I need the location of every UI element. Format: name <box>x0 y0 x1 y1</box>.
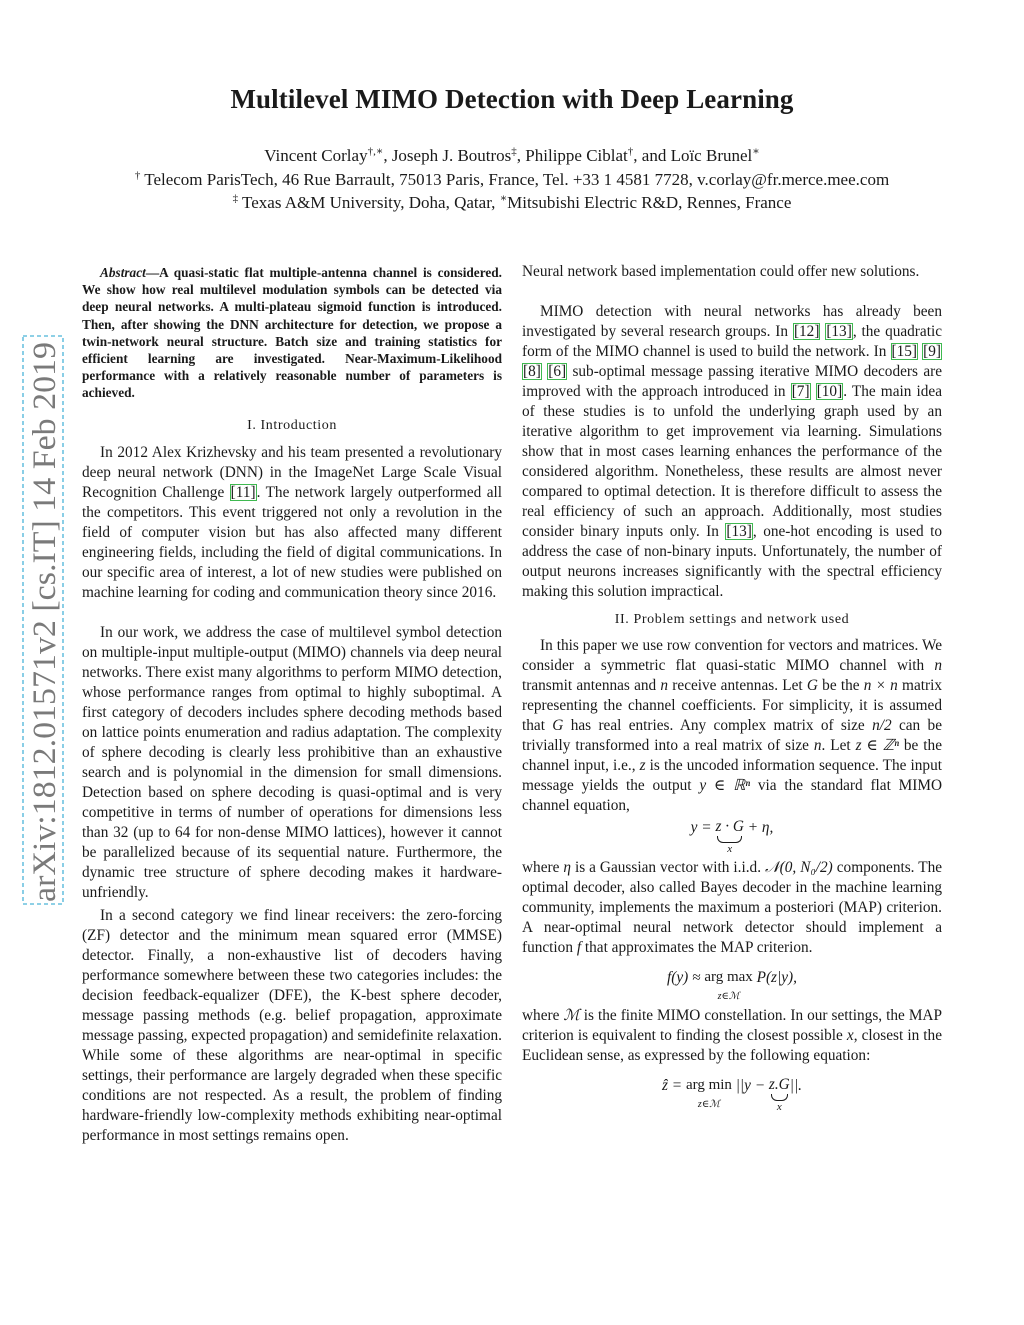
math: η <box>563 859 571 876</box>
equation-map <box>522 968 942 1006</box>
text: is a Gaussian vector with i.i.d. <box>570 859 766 876</box>
operator-text: arg max <box>704 969 753 985</box>
section-heading-problem-settings: II. Problem settings and network used <box>614 612 850 627</box>
arxiv-side-stamp <box>2 330 68 910</box>
math: G <box>806 677 818 694</box>
math: ℳ <box>563 1007 580 1024</box>
author-line <box>0 146 1024 166</box>
affiliation-line-1 <box>0 170 1024 190</box>
text: has real entries. Any complex matrix of size <box>563 717 873 734</box>
text: In this paper we use row convention for vectors and matrices. We consider a symmetric flat quasi-static MIMO channel with <box>522 637 942 674</box>
equation-text: z.G <box>768 1076 790 1093</box>
paragraph <box>522 1006 942 1066</box>
abstract <box>82 264 502 402</box>
citation-link[interactable]: [13] <box>726 523 752 540</box>
paragraph: Neural network based implementation could offer new solutions. <box>522 263 920 280</box>
operator-subscript: z∈ℳ <box>717 991 740 1002</box>
affil-mark: ‡ <box>232 192 239 205</box>
math: 𝒩(0, N₀/2) <box>765 859 833 876</box>
text: components. The optimal decoder, also called Bayes decoder in the machine learning community, implements the maximum a posteriori (MAP) criterion. A near-optimal neural network detector should implement a function <box>522 859 943 956</box>
citation-link[interactable]: [6] <box>548 363 567 380</box>
equation-text: ẑ = <box>662 1077 686 1094</box>
citation-link[interactable]: [13] <box>826 323 852 340</box>
text: transmit antennas and <box>522 677 661 694</box>
arxiv-stamp-text: arXiv:1812.01571v2 [cs.IT] 14 Feb 2019 <box>27 357 63 902</box>
author-name: Vincent Corlay <box>264 146 368 165</box>
text: where <box>522 1007 564 1024</box>
section-heading-introduction: I. Introduction <box>247 417 337 433</box>
paragraph: In our work, we address the case of multilevel symbol detection on multiple-input multiple-output (MIMO) channels via deep neural networks. There exist many algorithms to perform MIMO detection, whose performance ranges from optimal to highly suboptimal. A first category of decoders includes sphere decoding methods based on lattice points enumeration and radius adaptation. The complexity of sphere decoding is clearly less prohibitive than an exhaustive search and is polynomial in the dimension for small dimensions. Detection based on sphere decoding is quasi-optimal and is very competitive in terms of number of operations for dimensions less than 32 (up to 64 for non-dense MIMO lattices), however it cannot be parallelized because of its sequential nature. Furthermore, the dynamic tree structure of sphere decoding makes it hardware-unfriendly. <box>82 623 502 901</box>
equation-text: ||. <box>789 1077 802 1094</box>
math: z <box>639 757 646 774</box>
abstract-label: Abstract <box>100 265 146 280</box>
author-mark: †,∗ <box>367 145 384 158</box>
text: matrix representing the channel coefficients. For simplicity, it is assumed that <box>522 677 942 734</box>
paper-title: Multilevel MIMO Detection with Deep Learning <box>230 84 794 114</box>
author-mark: † <box>627 145 634 158</box>
right-column <box>522 262 942 1114</box>
equation-text: z · G <box>715 818 744 835</box>
citation-link[interactable]: [15] <box>891 343 918 360</box>
math: f <box>576 939 582 956</box>
text: be the channel input, i.e., <box>522 737 942 774</box>
affiliation-line-2 <box>0 193 1024 213</box>
underbrace <box>715 818 743 855</box>
paragraph <box>522 636 942 816</box>
text: , one-hot encoding is used to address the case of non-binary inputs. Unfortunately, the number of output neurons increases significantly with the spectral efficiency making this solution impractical. <box>522 523 942 600</box>
underbrace-shape <box>771 1094 788 1101</box>
equation-text: + η, <box>743 819 774 836</box>
citation-link[interactable]: [7] <box>791 383 810 400</box>
operator-subscript: z∈ℳ <box>697 1099 720 1110</box>
operator <box>686 1076 732 1114</box>
math: n <box>934 657 942 674</box>
text: be the <box>817 677 864 694</box>
author-mark: ∗ <box>752 145 760 158</box>
math: n <box>813 737 822 754</box>
math: n × n <box>863 677 898 694</box>
paragraph <box>82 443 502 603</box>
citation-link[interactable]: [11] <box>230 483 256 501</box>
equation-channel <box>522 818 942 858</box>
paragraph <box>522 302 942 602</box>
text: that approximates the MAP criterion. <box>581 939 813 956</box>
citation-link[interactable]: [8] <box>523 363 541 380</box>
paragraph: In a second category we find linear receivers: the zero-forcing (ZF) detector and the minimum mean squared error (MMSE) detector. Finally, a non-exhaustive list of decoders having performance somewhere between these two categories includes: the decision feedback-equalizer (DFE), the K-best sphere decoder, message passing methods (e.g. belief propagation, approximate message passing, expected propagation) and semidefinite relaxation. While some of these algorithms are near-optimal in specific settings, their performance are largely degraded when these specific conditions are not respected. As a result, the problem of finding hardware-friendly low-complexity methods exhibiting near-optimal performance in most settings remains open. <box>82 906 502 1144</box>
underbrace-label: x <box>727 843 733 855</box>
author-name: , Joseph J. Boutros <box>383 146 512 165</box>
affil-text: Telecom ParisTech, 46 Rue Barrault, 75013 Paris, France, Tel. +33 1 4581 7728, v.corlay@fr.merce.mee.com <box>140 170 890 189</box>
text: , the quadratic form of the MIMO channel is used to build the network. In <box>522 323 942 360</box>
text: , closest in the Euclidean sense, as expressed by the following equation: <box>522 1027 942 1064</box>
equation-text: f(y) ≈ <box>667 969 705 986</box>
math: n <box>660 677 669 694</box>
operator-text: arg min <box>685 1077 732 1093</box>
affil-text: Texas A&M University, Doha, Qatar, <box>238 193 500 212</box>
underbrace-shape <box>717 836 741 843</box>
text: . The main idea of these studies is to unfold the underlying graph used by an iterative algorithm to get improvement via learning. Simulations show that in most cases learning enhances the performance of the considered algorithm. Nonetheless, these results are almost never compared to optimal detection. It is therefore difficult to assess the real efficiency of such an approach. Additionally, most studies consider binary inputs only. In <box>522 383 942 540</box>
math: x <box>846 1027 854 1044</box>
author-mark: ‡ <box>511 145 517 158</box>
affil-text: Mitsubishi Electric R&D, Rennes, France <box>507 193 792 212</box>
text: sub-optimal message passing iterative MIMO decoders are improved with the approach introduced in <box>522 363 942 400</box>
affil-mark: † <box>134 169 141 182</box>
text: is the uncoded information sequence. The input message yields the output <box>522 757 942 794</box>
underbrace <box>769 1076 790 1113</box>
abstract-text: —A quasi-static flat multiple-antenna channel is considered. We show how real multilevel modulation symbols can be detected via deep neural networks. A multi-plateau sigmoid function is introduced. Then, after showing the DNN architecture for detection, we propose a twin-network neural structure. Batch size and training statistics for efficient learning are investigated. Near-Maximum-Likelihood performance with a relatively reasonable number of parameters is achieved. <box>82 265 502 401</box>
text: In 2012 Alex Krizhevsky and his team presented a revolutionary deep neural network (DNN) in the ImageNet Large Scale Visual Recognition Challenge <box>82 443 502 501</box>
citation-link[interactable]: [10] <box>816 383 843 400</box>
equation-argmin <box>522 1076 942 1114</box>
left-column <box>82 262 502 1146</box>
text: . Let <box>821 737 856 754</box>
author-name: , and Loïc Brunel <box>633 146 753 165</box>
text: receive antennas. Let <box>668 677 807 694</box>
text: where <box>522 859 564 876</box>
citation-link[interactable]: [12] <box>793 323 820 340</box>
text: via the standard flat MIMO channel equation, <box>522 777 942 814</box>
equation-text: ||y − <box>731 1077 769 1094</box>
text: can be trivially transformed into a real matrix of size <box>522 717 942 754</box>
affil-mark: ∗ <box>499 192 508 205</box>
equation-text: P(z|y), <box>752 969 797 986</box>
underbrace-label: x <box>776 1101 782 1113</box>
operator <box>704 968 752 1006</box>
text: is the finite MIMO constellation. In our settings, the MAP criterion is equivalent to finding the closest possible <box>522 1007 942 1044</box>
math: G <box>552 717 564 734</box>
text: . The network largely outperformed all the competitors. This event triggered not only a revolution in the field of computer vision but has also affected many different engineering fields, including the field of digital communications. In our specific area of interest, a lot of new studies were published on machine learning for coding and communication theory since 2016. <box>82 483 502 601</box>
math: z ∈ ℤⁿ <box>855 737 899 754</box>
paragraph <box>522 858 942 958</box>
citation-link[interactable]: [9] <box>923 343 941 360</box>
math: n/2 <box>872 717 892 734</box>
equation-text: y = <box>690 819 716 836</box>
author-name: , Philippe Ciblat <box>516 146 628 165</box>
text: MIMO detection with neural networks has already been investigated by several research groups. In <box>522 303 942 340</box>
math: y ∈ ℝⁿ <box>699 777 751 794</box>
